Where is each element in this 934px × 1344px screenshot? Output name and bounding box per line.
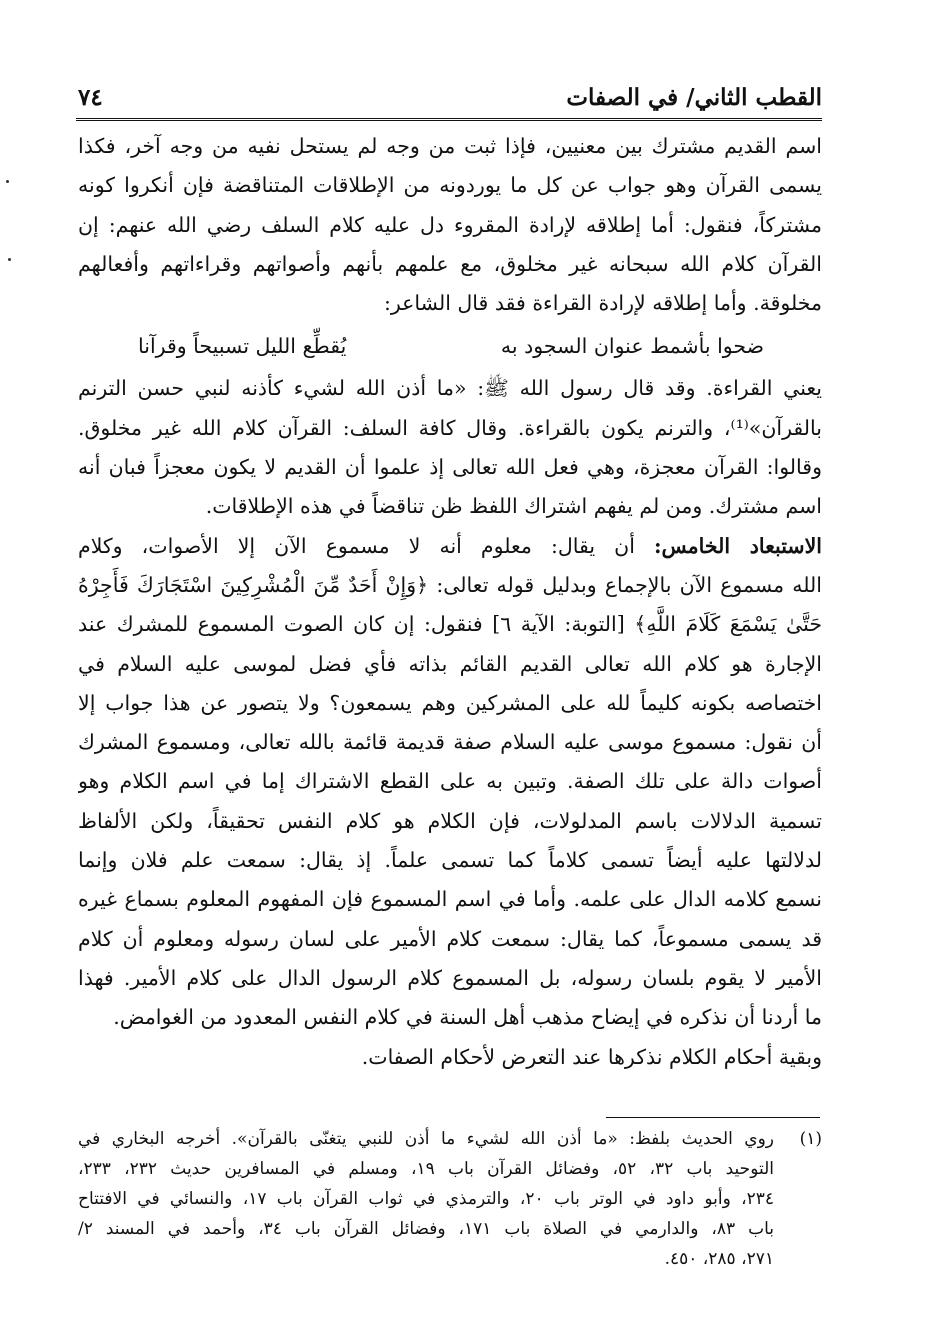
text-line: اسم القديم مشترك بين معنيين، فإذا ثبت من وجه لم يستحل نفيه من وجه آخر، فكذا: [78, 134, 822, 158]
section-first-line-text: أن يقال: معلوم أنه لا مسموع الآن إلا الأصوات، وكلام: [78, 533, 635, 558]
footnote-line: باب ٨٣، والدارمي في الصلاة باب ١٧١، وفضائل القرآن باب ٣٤، وأحمد في المسند ٢/: [78, 1219, 774, 1239]
text-line: أصوات دالة على تلك الصفة. وتبين به على القطع الاشتراك إما في اسم الكلام وهو: [78, 769, 822, 794]
margin-speck: [8, 258, 11, 261]
text-line: قد يسمى مسموعاً، كما يقال: سمعت كلام الأمير على لسان رسوله ومعلوم أن كلام: [78, 926, 822, 951]
running-header-title: القطب الثاني/ في الصفات: [566, 84, 822, 111]
poem-second-hemistich: يُقطِّع الليل تسبيحاً وقرآنا: [138, 334, 347, 359]
text-line: وبقية أحكام الكلام نذكرها عند التعرض لأحكام الصفات.: [361, 1044, 822, 1069]
main-text: [78, 127, 822, 1077]
text-line: اسم مشترك. ومن لم يفهم اشتراك اللفظ ظن تناقضاً في هذه الإطلاقات.: [205, 494, 822, 519]
text-line: يعني القراءة. وقد قال رسول الله ﷺ: «ما أذن الله لشيء كأذنه لنبي حسن الترنم: [78, 376, 822, 401]
footnote-text: روي الحديث بلفظ: «ما أذن الله لشيء ما أذن للنبي يتغنّى بالقرآن». أخرجه البخاري في: [78, 1129, 774, 1149]
running-header: [78, 78, 822, 118]
poem-first-hemistich: ضحوا بأشمط عنوان السجود به: [500, 334, 764, 359]
footnote-line: ٢٧١، ٢٨٥، ٤٥٠.: [664, 1249, 774, 1269]
footnotes: [78, 1124, 822, 1274]
text-line: أن نقول: مسموع موسى عليه السلام صفة قديمة قائمة بالله تعالى، ومسموع المشرك: [78, 730, 822, 755]
text-line: نسمع كلامه الدال على علمه. وأما في اسم المسموع فإن المفهوم المعلوم بسماع غيره: [78, 887, 822, 912]
footnote-line: التوحيد باب ٣٢، ٥٢، وفضائل القرآن باب ١٩، ومسلم في المسافرين حديث ٢٣٢، ٢٣٣،: [78, 1159, 775, 1179]
text-line: يسمى القرآن وهو جواب عن كل ما يوردونه من الإطلاقات المتناقضة فإن أنكروا كونه: [78, 173, 822, 198]
text-line: لدلالتها عليه أيضاً تسمى كلاماً كما تسمى علماً. إذ يقال: سمعت علم فلان وإنما: [78, 848, 822, 873]
text-line: اختصاصه بكونه كليماً لله على المشركين وهم يسمعون؟ ولا يتصور عن هذا جواب إلا: [78, 690, 822, 715]
footnote-line: [78, 1124, 822, 1154]
text-line: الله مسموع الآن بالإجماع وبدليل قوله تعالى: ﴿وَإِنْ أَحَدٌ مِّنَ الْمُشْرِكِينَ اسْتَجَارَكَ فَأَجِرْهُ: [78, 572, 822, 597]
header-rule: [76, 118, 822, 121]
margin-speck: [6, 180, 9, 183]
footnote-rule: [606, 1117, 820, 1118]
text-line: الإجارة هو كلام الله تعالى القديم القائم بذاته فأي فضل لموسى عليه السلام في: [78, 651, 822, 676]
footnote-marker: (١): [799, 1129, 822, 1149]
text-line: تسمية الدلالات باسم المدلولات، فإن الكلام هو كلام النفس تحقيقاً، ولكن الألفاظ: [78, 808, 822, 833]
text-line: بالقرآن»⁽¹⁾، والترنم يكون بالقراءة. وقال كافة السلف: القرآن كلام الله غير مخلوق.: [78, 415, 822, 440]
section-first-line: [78, 527, 822, 566]
page-number: ٧٤: [78, 84, 103, 111]
text-line: ما أردنا أن نذكره في إيضاح مذهب أهل السنة في كلام النفس المعدود من الغوامض.: [113, 1005, 822, 1030]
section-term: الاستبعاد الخامس:: [653, 533, 822, 558]
poem-verse: [78, 323, 822, 369]
text-line: وقالوا: القرآن معجزة، وهي فعل الله تعالى إذ علموا أن القديم لا يكون معجزاً فبان أنه: [78, 455, 822, 480]
footnote-line: ٢٣٤، وأبو داود في الوتر باب ٢٠، والترمذي في ثواب القرآن باب ١٧، والنسائي في الافتتاح: [78, 1189, 774, 1209]
text-line: القرآن كلام الله سبحانه غير مخلوق، مع علمهم بأنهم وأصواتهم وقراءاتهم وأفعالهم: [78, 251, 822, 276]
text-line: الأمير لا يقوم بلسان رسوله، بل المسموع كلام الرسول الدال على كلام الأمير. فهذا: [78, 965, 822, 990]
text-line: مشتركاً، فنقول: أما إطلاقه لإرادة المقروء دل عليه كلام السلف رضي الله عنهم: إن: [78, 212, 822, 237]
text-line: حَتَّىٰ يَسْمَعَ كَلَامَ اللَّهِ﴾ [التوبة: الآية ٦] فنقول: إن كان الصوت المسموع للمشرك عند: [78, 612, 822, 637]
text-line: مخلوقة. وأما إطلاقه لإرادة القراءة فقد قال الشاعر:: [383, 291, 822, 316]
